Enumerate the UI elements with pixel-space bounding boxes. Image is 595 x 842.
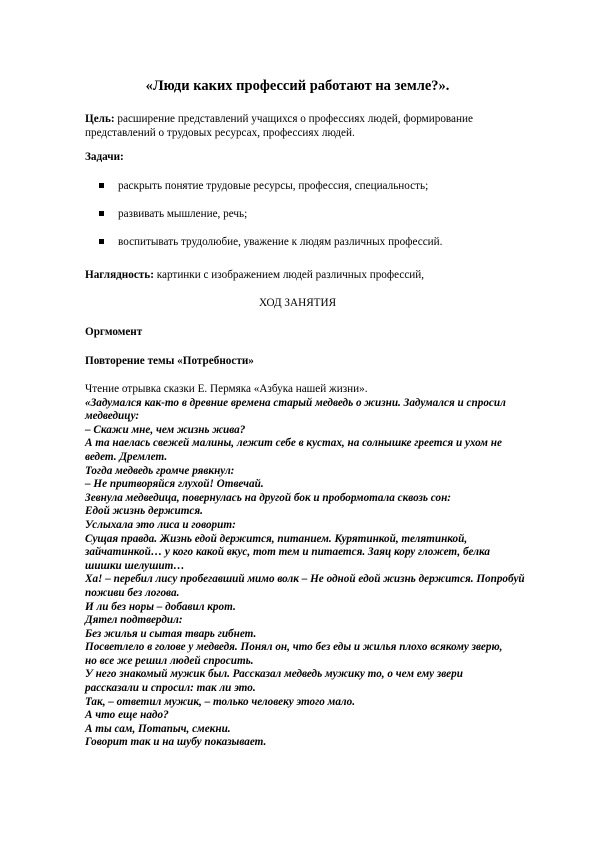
story-line: А что еще надо? bbox=[85, 709, 169, 722]
task-item bbox=[99, 180, 428, 192]
story-line: Услыхала это лиса и говорит: bbox=[85, 518, 236, 531]
story-line: А та наелась свежей малины, лежит себе в кустах, на солнышке греется и ухом не bbox=[85, 437, 502, 450]
goal-text-line1: расширение представлений учащихся о профессиях людей, формирование bbox=[114, 113, 473, 125]
story-line: Зевнула медведица, повернулась на другой бок и пробормотала сквозь сон: bbox=[85, 491, 452, 504]
goal-text-line2: представлений о трудовых ресурсах, профессиях людей. bbox=[85, 127, 355, 139]
story-line: зайчатинкой… у кого какой вкус, тот тем и питается. Заяц кору гложет, белка bbox=[85, 546, 490, 559]
story-line: «Задумался как-то в древние времена старый медведь о жизни. Задумался и спросил bbox=[85, 396, 506, 409]
tasks-label: Задачи: bbox=[85, 151, 124, 163]
story-line: Едой жизнь держится. bbox=[85, 505, 203, 518]
task-text: раскрыть понятие трудовые ресурсы, профессия, специальность; bbox=[118, 180, 429, 192]
goal-label: Цель: bbox=[85, 113, 115, 125]
story-line: медведицу: bbox=[85, 410, 140, 423]
visual-aid-text: картинки с изображением людей различных профессий, bbox=[153, 269, 425, 281]
story-line: Говорит так и на шубу показывает. bbox=[85, 736, 267, 749]
task-item bbox=[99, 236, 442, 248]
story-line: рассказали и спросил: так ли это. bbox=[85, 682, 256, 695]
story-block bbox=[85, 383, 525, 750]
story-line: И ли без норы – добавил крот. bbox=[85, 600, 236, 613]
story-line: ведет. Дремлет. bbox=[85, 450, 168, 463]
bullet-icon bbox=[99, 183, 104, 188]
story-line: – Скажи мне, чем жизнь жива? bbox=[85, 423, 246, 436]
lesson-heading: ХОД ЗАНЯТИЯ bbox=[258, 297, 337, 309]
review-heading: Повторение темы «Потребности» bbox=[85, 355, 254, 367]
document-title: «Люди каких профессий работают на земле?». bbox=[145, 78, 450, 94]
story-line: поживи без логова. bbox=[85, 586, 180, 599]
story-line: Посветлело в голове у медведя. Понял он, что без еды и жилья плохо всякому зверю, bbox=[85, 641, 503, 654]
story-line: Так, – ответил мужик, – только человеку этого мало. bbox=[85, 695, 356, 708]
story-line: но все же решил людей спросить. bbox=[85, 654, 254, 667]
orgmoment-heading: Оргмомент bbox=[85, 326, 143, 338]
task-text: развивать мышление, речь; bbox=[118, 208, 248, 220]
story-line: У него знакомый мужик был. Рассказал медведь мужику то, о чем ему звери bbox=[85, 668, 463, 681]
task-item bbox=[99, 208, 247, 220]
story-line: Дятел подтвердил: bbox=[85, 614, 183, 627]
visual-aid-label: Наглядность: bbox=[85, 269, 154, 281]
goal-paragraph bbox=[85, 112, 525, 140]
story-intro: Чтение отрывка сказки Е. Пермяка «Азбука нашей жизни». bbox=[85, 383, 368, 395]
story-line: Ха! – перебил лису пробегавший мимо волк – Не одной едой жизнь держится. Попробуй bbox=[85, 573, 525, 586]
task-text: воспитывать трудолюбие, уважение к людям различных профессий. bbox=[118, 236, 443, 248]
bullet-icon bbox=[99, 211, 104, 216]
story-line: – Не притворяйся глухой! Отвечай. bbox=[85, 478, 264, 491]
story-line: А ты сам, Потапыч, смекни. bbox=[85, 722, 231, 735]
bullet-icon bbox=[99, 239, 104, 244]
story-line: Сущая правда. Жизнь едой держится, питанием. Курятинкой, телятинкой, bbox=[85, 532, 468, 545]
story-line: Тогда медведь громче рявкнул: bbox=[85, 464, 235, 477]
story-line: шишки шелушит… bbox=[85, 559, 185, 572]
story-line: Без жилья и сытая тварь гибнет. bbox=[85, 627, 257, 640]
visual-aid-paragraph bbox=[85, 268, 525, 282]
